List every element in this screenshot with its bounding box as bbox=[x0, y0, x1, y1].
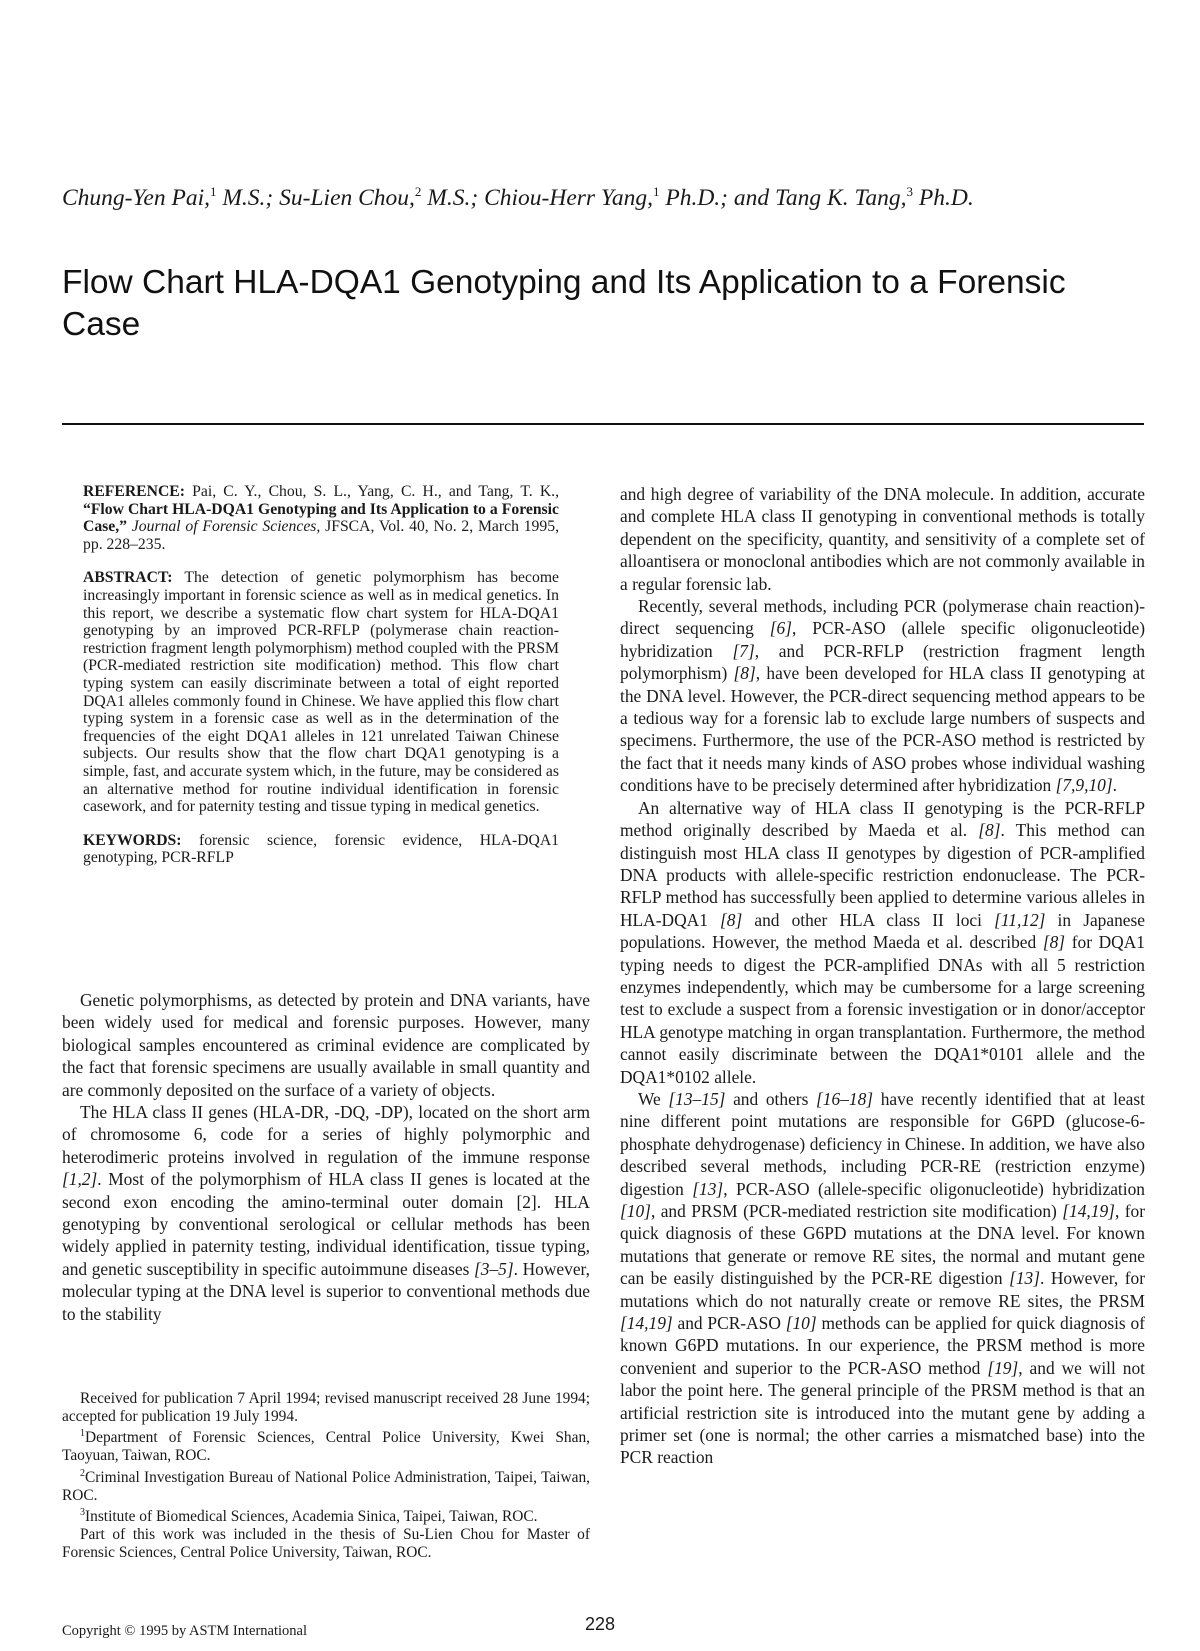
body-paragraph bbox=[62, 1101, 590, 1325]
text-run: have recently identified that at least nine different point mutations are responsible for G6PD (glucose-6-phosphate dehydrogenase) deficiency in Chinese. In addition, we have also described several methods, including PCR-RE (restriction enzyme) digestion bbox=[620, 1088, 1145, 1199]
author-line bbox=[62, 184, 1142, 212]
keywords-paragraph bbox=[83, 832, 559, 867]
author-degree: Ph.D.; and bbox=[659, 184, 775, 211]
citation: [13] bbox=[1009, 1268, 1040, 1289]
footnote-text: Institute of Biomedical Sciences, Academia Sinica, Taipei, Taiwan, ROC. bbox=[85, 1508, 538, 1526]
body-paragraph bbox=[620, 797, 1145, 1088]
text-run: . This method can distinguish most HLA class II genotypes by digestion of PCR-amplified DNA products with allele-specific restriction endonuclease. The PCR-RFLP method has successfully been applied to determine various alleles in HLA-DQA1 bbox=[620, 820, 1145, 930]
text-run: , PCR-ASO (allele specific oligonucleotide) hybridization bbox=[620, 618, 1145, 661]
abstract-text: The detection of genetic polymorphism has become increasingly important in forensic science as well as in medical genetics. In this report, we describe a systematic flow chart system for HLA-DQA1 genotyping by an improved PCR-RFLP (polymerase chain reaction-restriction fragment length polymorphism) method coupled with the PRSM (PCR-mediated restriction site modification) method. This flow chart typing system can easily discriminate between a total of eight reported DQA1 alleles commonly found in Chinese. We have applied this flow chart typing system in a forensic case as well as in the determination of the frequencies of the eight DQA1 alleles in 121 unrelated Taiwan Chinese subjects. Our results show that the flow chart DQA1 genotyping is a simple, fast, and accurate system which, in the future, may be considered as an alternative method for routine individual identification in forensic casework, and for paternity testing and tissue typing in medical genetics. bbox=[83, 569, 559, 816]
text-run: in Japanese populations. However, the method Maeda et al. described bbox=[620, 909, 1145, 953]
citation: [13–15] bbox=[668, 1088, 726, 1109]
text-run: Recently, several methods, including PCR (polymerase chain reaction)-direct sequencing bbox=[620, 596, 1145, 639]
citation: [3–5] bbox=[474, 1258, 514, 1279]
footnote-text: Criminal Investigation Bureau of National Police Administration, Taipei, Taiwan, ROC. bbox=[62, 1469, 590, 1504]
text-run: , have been developed for HLA class II genotyping at the DNA level. However, the PCR-direct sequencing method appears to be a tedious way for a forensic lab to exclude large numbers of suspects and specimens. Furthermore, the use of the PCR-ASO method is restricted by the fact that it needs many kinds of ASO probes whose individual washing conditions have to be precisely determined after hybridization bbox=[620, 663, 1146, 796]
affiliation-marker: 3 bbox=[906, 184, 913, 199]
author-name: Su-Lien Chou, bbox=[279, 184, 415, 211]
copyright-notice: Copyright © 1995 by ASTM International bbox=[62, 1623, 308, 1639]
reference-authors: Pai, C. Y., Chou, S. L., Yang, C. H., and Tang, T. K., bbox=[184, 483, 559, 500]
text-run: , and PRSM (PCR-mediated restriction site modification) bbox=[650, 1201, 1063, 1221]
citation: [1,2] bbox=[62, 1169, 98, 1190]
front-matter-column bbox=[83, 483, 559, 883]
author-degree: Ph.D. bbox=[913, 184, 974, 211]
thesis-note: Part of this work was included in the thesis of Su-Lien Chou for Master of Forensic Sciences, Central Police University, Taiwan, ROC. bbox=[62, 1526, 590, 1561]
citation: [7,9,10] bbox=[1055, 775, 1113, 796]
affiliation-note bbox=[62, 1504, 590, 1526]
text-run: and other HLA class II loci bbox=[742, 909, 995, 930]
citation: [14,19] bbox=[1062, 1201, 1115, 1221]
text-run: , for quick diagnosis of these G6PD mutations at the DNA level. For known mutations that generate or remove RE sites, the normal and mutant gene can be easily distinguished by the PCR-RE digestion bbox=[620, 1201, 1145, 1289]
body-text-left bbox=[62, 989, 590, 1325]
citation: [10] bbox=[620, 1201, 651, 1221]
abstract-paragraph bbox=[83, 569, 559, 815]
footnote-marker: 1 bbox=[80, 1428, 85, 1440]
reference-paragraph bbox=[83, 483, 559, 553]
author-name: Chiou-Herr Yang, bbox=[484, 184, 653, 211]
affiliation-note bbox=[62, 1465, 590, 1505]
page-number: 228 bbox=[585, 1614, 616, 1634]
text-run: for DQA1 typing needs to digest the PCR-amplified DNAs with all 5 restriction enzymes independently, which may be cumbersome for a large screening test to exclude a suspect from a forensic investigation or in donor/acceptor HLA genotype matching in organ transplantation. Furthermore, the method cannot easily discriminate between the DQA1*0101 allele and the DQA1*0102 allele. bbox=[620, 932, 1145, 1087]
text-run: and PCR-ASO bbox=[672, 1313, 786, 1334]
citation: [8] bbox=[978, 820, 1001, 841]
reference-label: REFERENCE: bbox=[83, 483, 185, 500]
citation: [8] bbox=[733, 663, 756, 684]
affiliation-marker: 2 bbox=[414, 184, 422, 199]
author-degree: M.S.; bbox=[421, 184, 485, 211]
keywords-label: KEYWORDS: bbox=[83, 831, 182, 849]
body-paragraph: and high degree of variability of the DNA molecule. In addition, accurate and complete HLA class II genotyping in conventional methods is totally dependent on the specificity, quantity, and sensitivity of a complete set of alloantisera or monoclonal antibodies which are not commonly available in a regular forensic lab. bbox=[620, 484, 1145, 594]
citation: [11,12] bbox=[994, 909, 1046, 930]
article-title: Flow Chart HLA-DQA1 Genotyping and Its Application to a Forensic Case bbox=[62, 264, 1066, 343]
citation: [8] bbox=[720, 909, 743, 930]
text-run: . Most of the polymorphism of HLA class II genes is located at the second exon encoding the amino-terminal outer domain [2]. HLA genotyping by conventional serological or cellular methods has been widely applied in paternity testing, individual identification, tissue typing, and genetic susceptibility in specific autoimmune diseases bbox=[62, 1169, 590, 1279]
text-run: We bbox=[638, 1088, 669, 1109]
affiliation-note bbox=[62, 1425, 590, 1465]
footnotes bbox=[62, 1390, 590, 1562]
citation: [19] bbox=[987, 1357, 1019, 1378]
text-run: . However, for mutations which do not naturally create or remove RE sites, the PRSM bbox=[620, 1268, 1145, 1311]
text-run: . bbox=[1112, 775, 1117, 796]
title-divider bbox=[62, 423, 1144, 425]
text-run: , PCR-ASO (allele-specific oligonucleotide) hybridization bbox=[723, 1178, 1145, 1199]
text-run: and others bbox=[725, 1088, 817, 1109]
body-text-right bbox=[620, 483, 1145, 1469]
body-paragraph bbox=[620, 1088, 1145, 1469]
affiliation-marker: 1 bbox=[209, 184, 217, 199]
author-name: Chung-Yen Pai, bbox=[62, 184, 210, 211]
abstract-label: ABSTRACT: bbox=[83, 569, 173, 587]
footnote-text: Department of Forensic Sciences, Central Police University, Kwei Shan, Taoyuan, Taiwan, ROC. bbox=[62, 1429, 590, 1465]
text-run: , and we will not labor the point here. The general principle of the PRSM method is that an artificial restriction site is introduced into the mutant gene by adding a primer set (one is normal; the other carries a mismatched base) into the PCR reaction bbox=[620, 1357, 1145, 1468]
affiliation-marker: 1 bbox=[652, 184, 660, 199]
citation: [8] bbox=[1042, 932, 1066, 953]
footnote-marker: 2 bbox=[80, 1467, 85, 1479]
text-run: An alternative way of HLA class II genotyping is the PCR-RFLP method originally described by Maeda et al. bbox=[620, 797, 1145, 841]
citation: [16–18] bbox=[816, 1088, 874, 1109]
author-degree: M.S.; bbox=[216, 184, 280, 211]
footnote-marker: 3 bbox=[80, 1507, 85, 1519]
reference-journal: Journal of Forensic Sciences, bbox=[127, 518, 321, 536]
received-note: Received for publication 7 April 1994; revised manuscript received 28 June 1994; accepted for publication 19 July 1994. bbox=[62, 1390, 590, 1425]
citation: [10] bbox=[785, 1313, 817, 1334]
text-run: methods can be applied for quick diagnosis of known G6PD mutations. In our experience, the PRSM method is more convenient and superior to the PCR-ASO method bbox=[620, 1313, 1146, 1378]
citation: [13] bbox=[692, 1178, 724, 1199]
author-name: Tang K. Tang, bbox=[775, 184, 907, 211]
keywords-text: forensic science, forensic evidence, HLA-DQA1 genotyping, PCR-RFLP bbox=[83, 831, 559, 867]
text-run: The HLA class II genes (HLA-DR, -DQ, -DP), located on the short arm of chromosome 6, code for a series of highly polymorphic and heterodimeric proteins involved in regulation of the immune response bbox=[62, 1102, 590, 1167]
body-paragraph bbox=[620, 595, 1145, 797]
reference-details: JFSCA, Vol. 40, No. 2, March 1995, pp. 228–235. bbox=[83, 518, 560, 553]
citation: [7] bbox=[732, 640, 755, 661]
reference-title: “Flow Chart HLA-DQA1 Genotyping and Its Application to a Forensic Case,” bbox=[83, 500, 559, 536]
citation: [6] bbox=[769, 618, 792, 639]
body-paragraph: Genetic polymorphisms, as detected by protein and DNA variants, have been widely used for medical and forensic purposes. However, many biological samples encountered as criminal evidence are complicated by the fact that forensic specimens are usually available in small quantity and are commonly deposited on the surface of a variety of objects. bbox=[62, 990, 590, 1100]
text-run: , and PCR-RFLP (restriction fragment length polymorphism) bbox=[620, 640, 1146, 684]
text-run: . However, molecular typing at the DNA level is superior to conventional methods due to the stability bbox=[62, 1258, 590, 1324]
citation: [14,19] bbox=[620, 1313, 673, 1334]
